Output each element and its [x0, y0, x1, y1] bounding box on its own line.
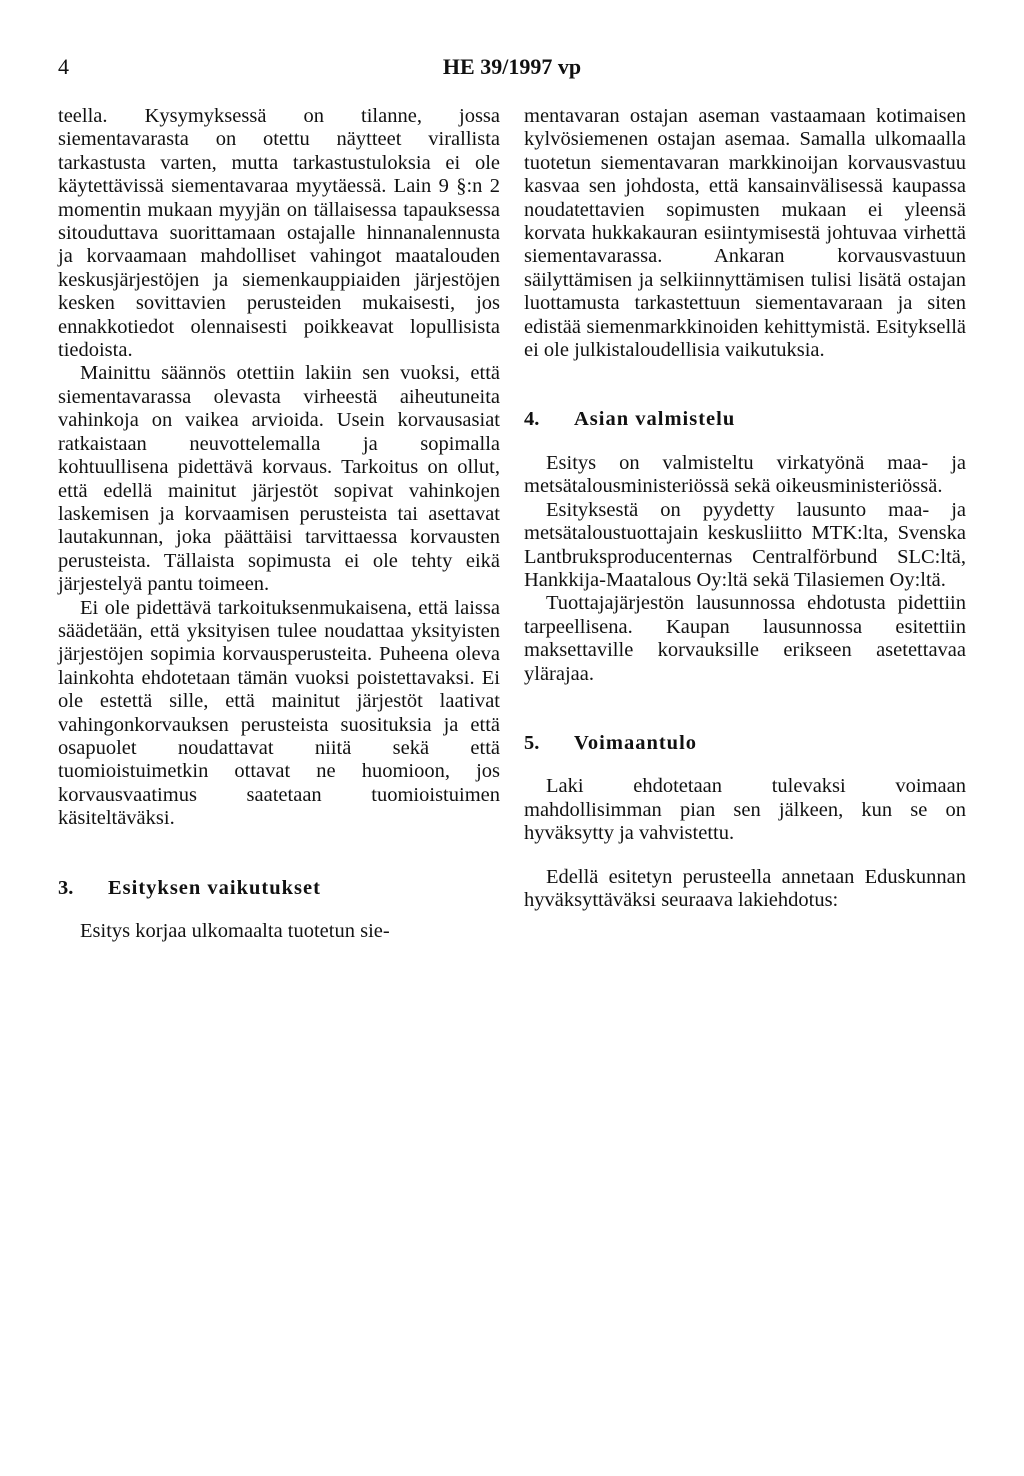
section-number: 5.: [524, 731, 540, 754]
section-heading-3: [58, 877, 500, 900]
paragraph: Edellä esitetyn perusteella annetaan Eduskunnan hyväksyttäväksi seuraava lakiehdotus:: [524, 865, 966, 911]
paragraph: Esityksestä on pyydetty lausunto maa- ja metsätaloustuottajain keskusliitto MTK:lta, Svenska Lantbruksproducenternas Centralförbund SLC:ltä, Hankkija-Maatalous Oy:ltä sekä Tilasiemen Oy:ltä.: [524, 498, 966, 591]
page-number: 4: [58, 54, 69, 79]
section-title: Esityksen vaikutukset: [108, 876, 321, 899]
document-id-header: HE 39/1997 vp: [442, 54, 582, 79]
section-number: 4.: [524, 408, 540, 431]
section-title: Voimaantulo: [574, 731, 698, 754]
right-column: [524, 105, 966, 912]
paragraph: Tuottajajärjestön lausunnossa ehdotusta pidettiin tarpeellisena. Kaupan lausunnossa esitettiin maksettaville korvauksille erikseen asetettavaa ylärajaa.: [524, 592, 966, 685]
section-heading-4: [524, 408, 966, 431]
paragraph: Esitys korjaa ulkomaalta tuotetun sie-: [80, 920, 390, 942]
paragraph: Laki ehdotetaan tulevaksi voimaan mahdollisimman pian sen jälkeen, kun se on hyväksytty ja vahvistettu.: [524, 775, 966, 845]
paragraph: Mainittu säännös otettiin lakiin sen vuoksi, että siementavarassa olevasta virheestä aiheutuneita vahinkoja on vaikea arvioida. Usein korvausasiat ratkaistaan neuvottelemalla ja sopimalla kohtuullisena pidettävä korvaus. Tarkoitus on ollut, että edellä mainitut järjestöt sopivat vahinkojen laskemisen ja korvaamisen perusteista tai asettavat lautakunnan, joka päättäisi tarvittaessa korvausten perusteista. Tällaista sopimusta ei ole tehty eikä järjestelyä pantu toimeen.: [58, 362, 500, 596]
section-number: 3.: [58, 876, 74, 899]
paragraph: mentavaran ostajan aseman vastaamaan kotimaisen kylvösiemenen ostajan asemaa. Samalla ulkomaalla tuotetun siementavaran markkinoijan korvausvastuu kasvaa sen johdosta, että kansainvälisessä kaupassa noudatettavien sopimusten mukaan ei yleensä korvata hukkakauran esiintymisestä johtuvaa virhettä siementavarassa. Ankaran korvausvastuun säilyttämisen ja selkiinnyttämisen tulisi lisätä ostajan luottamusta tarkastettuun siementavaraan ja siten edistää siemenmarkkinoiden kehittymistä. Esityksellä ei ole julkistaloudellisia vaikutuksia.: [524, 105, 966, 362]
left-column: [58, 105, 500, 943]
paragraph: Esitys on valmisteltu virkatyönä maa- ja metsätalousministeriössä sekä oikeusministeriössä.: [524, 451, 966, 498]
section-heading-5: [524, 732, 966, 755]
paragraph: teella. Kysymyksessä on tilanne, jossa siementavarasta on otettu näytteet virallista tarkastusta varten, mutta tarkastustuloksia ei ole käytettävissä siementavaraa myytäessä. Lain 9 §:n 2 momentin mukaan myyjän on tällaisessa tapauksessa sitouduttava suorittamaan ostajalle hinnanalennusta ja korvaamaan mahdolliset vahingot maatalouden keskusjärjestöjen ja siemenkauppiaiden järjestöjen kesken sovittavien perusteiden mukaisesti, jos ennakkotiedot olennaisesti poikkeavat lopullisista tiedoista.: [58, 105, 500, 362]
paragraph: Ei ole pidettävä tarkoituksenmukaisena, että laissa säädetään, että yksityisen tulee noudattaa yksityisten järjestöjen sopimia korvausperusteita. Puheena oleva lainkohta ehdotetaan tämän vuoksi poistettavaksi. Ei ole estettä sille, että mainitut järjestöt laativat vahingonkorvauksen perusteista suosituksia ja että osapuolet noudattavat niitä sekä että tuomioistuimetkin ottavat ne huomioon, jos korvausvaatimus saatetaan tuomioistuimen käsiteltäväksi.: [58, 596, 500, 830]
section-title: Asian valmistelu: [574, 408, 736, 431]
